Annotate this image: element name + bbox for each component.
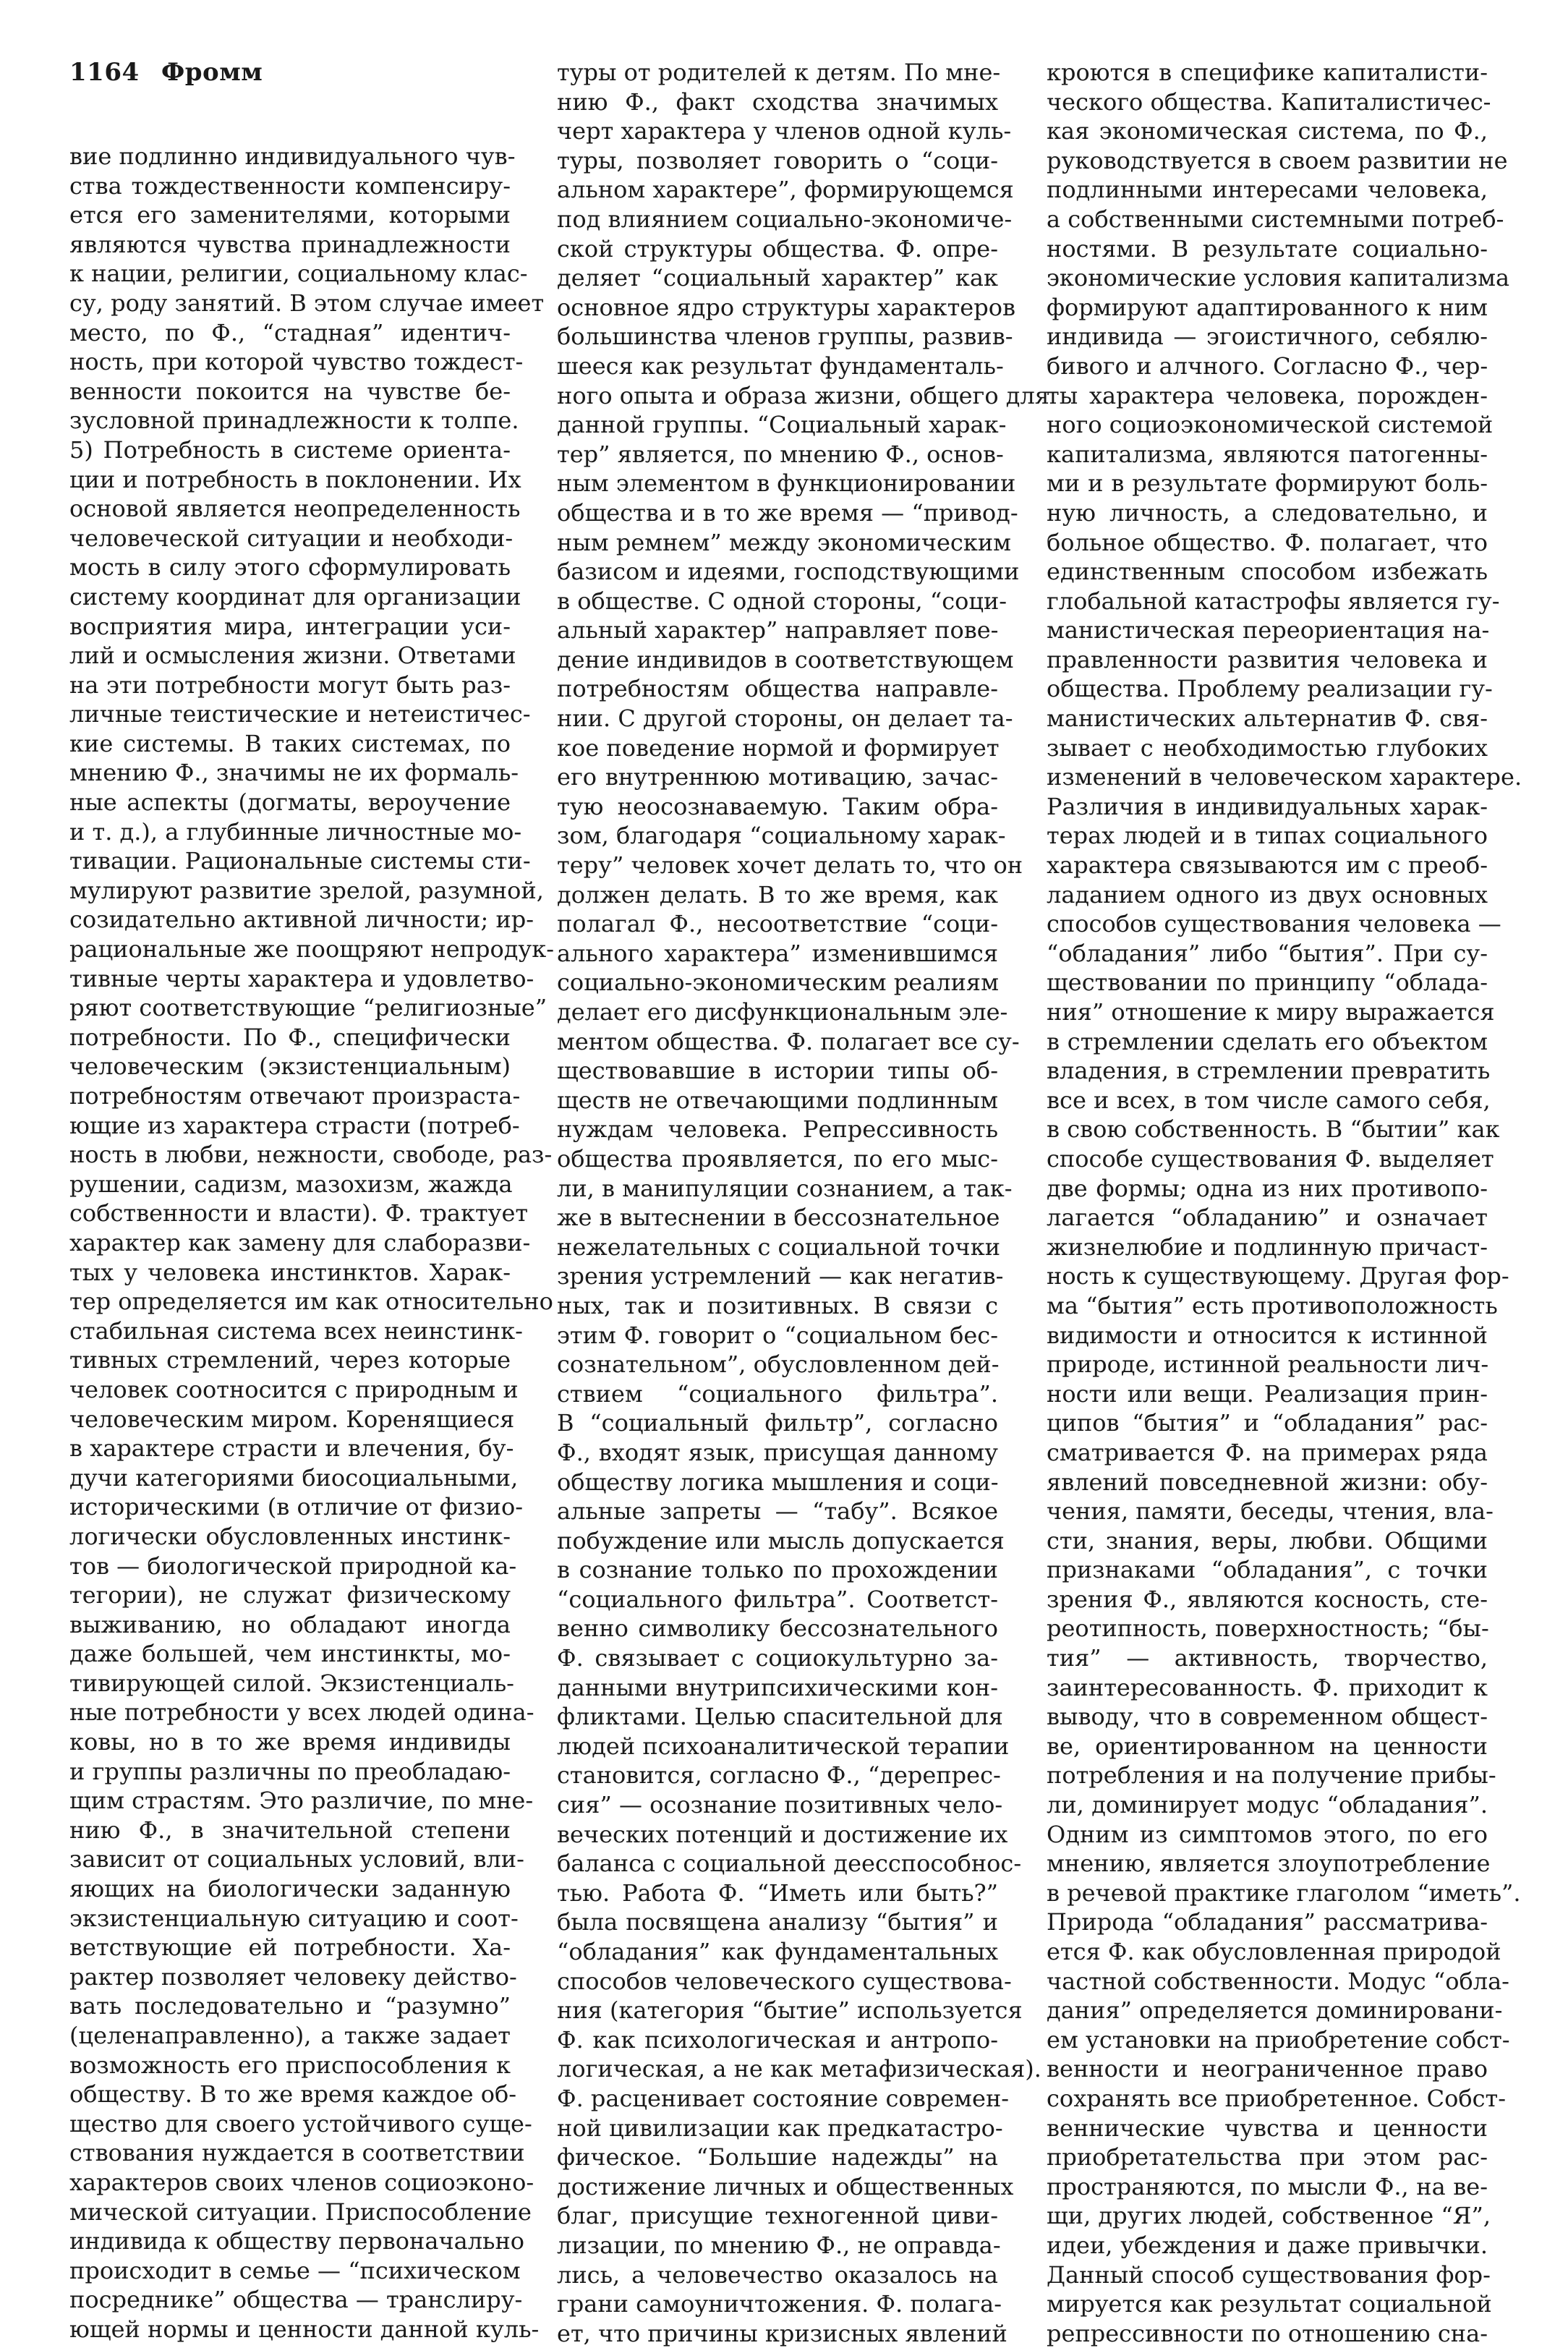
text-line: ется его заменителями, которыми [69, 201, 511, 229]
text-line: достижение личных и общественных [557, 2172, 1014, 2200]
text-line: нуждам человека. Репрессивность [557, 1115, 998, 1144]
text-line: зрения Ф., являются косность, сте- [1047, 1585, 1488, 1613]
text-line: экономические условия капитализма [1047, 264, 1510, 292]
text-line: потребности. По Ф., специфически [69, 1023, 511, 1051]
text-line: ного опыта и образа жизни, общего для [557, 381, 1049, 409]
text-line: ным ремнем” между экономическим [557, 528, 1012, 556]
text-line: изменений в человеческом характере. [1047, 763, 1522, 791]
text-line: (целенаправленно), а также задает [69, 2022, 511, 2049]
text-line: Одним из симптомов этого, по его [1047, 1820, 1488, 1848]
text-line: рактер позволяет человеку действо- [69, 1962, 517, 1991]
text-line: щество для своего устойчивого суще- [69, 2109, 532, 2138]
text-line: тер” является, по мнению Ф., основ- [557, 440, 1004, 468]
text-line: происходит в семье — “психическом [69, 2256, 521, 2284]
text-line: способов человеческого существова- [557, 1967, 1012, 1995]
text-line: фликтами. Целью спасительной для [557, 1703, 1003, 1731]
text-line: тия” — активность, творчество, [1047, 1644, 1488, 1672]
text-line: идеи, убеждения и даже привычки. [1047, 2231, 1488, 2259]
text-line: ной цивилизации как предкатастро- [557, 2114, 1003, 2142]
text-line: Различия в индивидуальных харак- [1047, 792, 1488, 820]
text-line: шееся как результат фундаменталь- [557, 352, 1004, 380]
text-line: Ф. расценивает состояние современ- [557, 2084, 1010, 2112]
text-line: кроются в специфике капиталисти- [1047, 59, 1488, 86]
text-line: стабильная система всех неинстинк- [69, 1317, 523, 1345]
text-line: ладанием одного из двух основных [1047, 880, 1488, 909]
text-line: руководствуется в своем развитии не [1047, 146, 1508, 174]
text-line: щи, других людей, собственное “Я”, [1047, 2202, 1491, 2230]
text-line: логически обусловленных инстинк- [69, 1522, 511, 1550]
text-line: экзистенциальную ситуацию и соот- [69, 1904, 519, 1932]
text-line: ве, ориентированном на ценности [1047, 1732, 1488, 1760]
text-line: природе, истинной реальности лич- [1047, 1350, 1489, 1379]
text-line: ного социоэкономической системой [1047, 411, 1494, 439]
text-line: даже большей, чем инстинкты, мо- [69, 1640, 511, 1668]
text-line: ментом общества. Ф. полагает все су- [557, 1027, 1020, 1055]
text-line: побуждение или мысль допускается [557, 1526, 1005, 1554]
text-line: теру” человек хочет делать то, что он [557, 851, 1023, 880]
text-line: “обладания” либо “бытия”. При су- [1047, 939, 1488, 967]
text-line: рушении, садизм, мазохизм, жажда [69, 1170, 513, 1198]
text-line: в стремлении сделать его объектом [1047, 1027, 1488, 1055]
text-line: ную личность, а следовательно, и [1047, 498, 1488, 527]
text-line: сия” — осознание позитивных чело- [557, 1791, 1003, 1819]
text-line: ность, при которой чувство тождест- [69, 348, 524, 376]
text-line: вие подлинно индивидуального чув- [69, 143, 516, 170]
text-line: потребностям отвечают произраста- [69, 1082, 521, 1110]
text-line: ность в любви, нежности, свободе, раз- [69, 1141, 553, 1169]
text-line: туры от родителей к детям. По мне- [557, 59, 1001, 86]
text-line: его внутреннюю мотивацию, зачас- [557, 763, 998, 791]
text-line: ется Ф. как обусловленная природой [1047, 1938, 1501, 1965]
text-line: должен делать. В то же время, как [557, 880, 998, 909]
text-line: нию Ф., в значительной степени [69, 1816, 511, 1844]
text-line: а собственными системными потреб- [1047, 205, 1504, 233]
text-line: мической ситуации. Приспособление [69, 2198, 532, 2226]
text-line: индивида к обществу первоначально [69, 2227, 525, 2255]
text-line: становится, согласно Ф., “дерепрес- [557, 1761, 1001, 1790]
text-line: ем установки на приобретение собст- [1047, 2025, 1510, 2054]
text-line: в обществе. С одной стороны, “соци- [557, 587, 1007, 615]
text-line: лизации, по мнению Ф., не оправда- [557, 2231, 1001, 2259]
text-line: альном характере”, формирующемся [557, 176, 1014, 204]
text-line: же в вытеснении в бессознательное [557, 1204, 1000, 1232]
text-line: возможность его приспособления к [69, 2051, 511, 2079]
text-line: нию Ф., факт сходства значимых [557, 88, 998, 116]
text-line: венно символику бессознательного [557, 1615, 998, 1643]
text-line: ветствующие ей потребности. Ха- [69, 1934, 511, 1962]
text-line: приобретательства при этом рас- [1047, 2143, 1488, 2172]
text-line: данной группы. “Социальный харак- [557, 411, 1007, 439]
text-line: ческого общества. Капиталистичес- [1047, 88, 1491, 116]
text-line: реотипность, поверхностность; “бы- [1047, 1615, 1489, 1643]
text-line: ального характера” изменившимся [557, 939, 998, 967]
text-line: выводу, что в современном общест- [1047, 1703, 1488, 1731]
text-line: тивные черты характера и удовлетво- [69, 964, 534, 992]
text-line: на эти потребности могут быть раз- [69, 671, 511, 699]
text-line: личные теистические и нетеистичес- [69, 700, 531, 728]
text-line: капитализма, являются патогенны- [1047, 440, 1488, 468]
text-line: восприятия мира, интеграции уси- [69, 612, 511, 640]
page-header [69, 58, 263, 87]
text-line: Ф. как психологическая и антропо- [557, 2025, 998, 2054]
text-line: правленности развития человека и [1047, 645, 1488, 673]
text-line: су, роду занятий. В этом случае имеет [69, 289, 545, 317]
text-line: “социального фильтра”. Соответст- [557, 1585, 998, 1613]
text-line: владения, в стремлении превратить [1047, 1057, 1491, 1085]
text-column-2 [557, 58, 1049, 2347]
text-line: потребностям общества направле- [557, 675, 998, 703]
text-line: мнению Ф., значимы не их формаль- [69, 759, 519, 787]
text-line: вать последовательно и “разумно” [69, 1992, 511, 2020]
text-line: ли, доминирует модус “обладания”. [1047, 1791, 1488, 1819]
text-line: баланса с социальной деесспособнос- [557, 1850, 1022, 1878]
text-line: этим Ф. говорит о “социальном бес- [557, 1321, 998, 1349]
text-line: кая экономическая система, по Ф., [1047, 117, 1488, 145]
text-line: тых у человека инстинктов. Харак- [69, 1258, 511, 1286]
text-line: собственности и власти). Ф. трактует [69, 1199, 529, 1228]
text-line: ет, что причины кризисных явлений [557, 2319, 1007, 2347]
text-line: все и всех, в том числе самого себя, [1047, 1086, 1491, 1114]
text-line: данными внутрипсихическими кон- [557, 1673, 998, 1701]
text-line: ципов “бытия” и “обладания” рас- [1047, 1409, 1488, 1437]
text-line: ряют соответствующие “религиозные” [69, 994, 547, 1022]
text-line: ющие из характера страсти (потреб- [69, 1111, 520, 1139]
text-line: ми и в результате формируют боль- [1047, 469, 1488, 498]
text-line: нии. С другой стороны, он делает та- [557, 705, 1013, 733]
text-line: видимости и относится к истинной [1047, 1321, 1488, 1349]
text-line: явлений повседневной жизни: обу- [1047, 1468, 1488, 1496]
text-line: мнению, является злоупотребление [1047, 1850, 1491, 1878]
text-line: черт характера у членов одной куль- [557, 117, 1012, 145]
text-line: альный характер” направляет пове- [557, 616, 999, 645]
text-line: тер определяется им как относительно [69, 1288, 553, 1316]
text-line: в характере страсти и влечения, бу- [69, 1434, 514, 1463]
text-line: посреднике” общества — транслиру- [69, 2286, 523, 2314]
text-line: ным элементом в функционировании [557, 469, 1016, 498]
text-line: ма “бытия” есть противоположность [1047, 1291, 1498, 1319]
text-line: больное общество. Ф. полагает, что [1047, 528, 1488, 556]
text-line: общества. Проблему реализации гу- [1047, 675, 1493, 703]
text-line: систему координат для организации [69, 582, 521, 611]
text-line: характеров своих членов социоэконо- [69, 2168, 534, 2196]
text-line: лагается “обладанию” и означает [1047, 1204, 1488, 1232]
text-line: чения, памяти, беседы, чтения, вла- [1047, 1497, 1494, 1526]
text-line: дания” определяется доминировани- [1047, 1996, 1503, 2025]
text-line: базисом и идеями, господствующими [557, 558, 1020, 586]
text-line: тую неосознаваемую. Таким обра- [557, 792, 998, 820]
text-line: ковы, но в то же время индивиды [69, 1728, 511, 1756]
text-line: Природа “обладания” рассматрива- [1047, 1908, 1488, 1936]
text-line: ющей нормы и ценности данной куль- [69, 2315, 540, 2343]
text-line: ные аспекты (догматы, вероучение [69, 788, 511, 817]
text-line: 5) Потребность в системе ориента- [69, 435, 511, 464]
text-line: под влиянием социально-экономиче- [557, 205, 1013, 233]
text-line: ществовании по принципу “облада- [1047, 969, 1488, 997]
text-line: ществ не отвечающими подлинным [557, 1086, 998, 1114]
text-line: альные запреты — “табу”. Всякое [557, 1497, 998, 1526]
text-line: зрения устремлений — как негатив- [557, 1262, 1004, 1290]
text-line: в речевой практике глаголом “иметь”. [1047, 1879, 1521, 1907]
text-line: ностями. В результате социально- [1047, 234, 1488, 263]
text-line: жизнелюбие и подлинную причаст- [1047, 1233, 1488, 1261]
text-line: социально-экономическим реалиям [557, 969, 999, 997]
text-line: зусловной принадлежности к толпе. [69, 407, 519, 435]
text-line: грани самоуничтожения. Ф. полага- [557, 2290, 1002, 2318]
text-line: тивации. Рациональные системы сти- [69, 847, 531, 875]
text-line: людей психоаналитической терапии [557, 1732, 1010, 1760]
text-line: зависит от социальных условий, вли- [69, 1845, 524, 1873]
text-line: ществовавшие в истории типы об- [557, 1057, 998, 1085]
text-line: тов — биологической природной ка- [69, 1552, 517, 1580]
text-line: ли, в манипуляции сознанием, а так- [557, 1174, 1013, 1202]
text-line: характера связываются им с преоб- [1047, 851, 1488, 880]
text-line: место, по Ф., “стадная” идентич- [69, 318, 511, 346]
text-line: кое поведение нормой и формирует [557, 733, 1000, 762]
text-line: логическая, а не как метафизическая). [557, 2055, 1041, 2083]
text-line: мость в силу этого сформулировать [69, 553, 511, 582]
text-line: ния (категория “бытие” используется [557, 1996, 1023, 2025]
text-line: полагал Ф., несоответствие “соци- [557, 910, 998, 938]
text-line: манистическая переориентация на- [1047, 616, 1490, 645]
text-line: тивирующей силой. Экзистенциаль- [69, 1669, 514, 1697]
text-line: и т. д.), а глубинные личностные мо- [69, 817, 522, 846]
text-line: рациональные же поощряют непродук- [69, 935, 555, 964]
text-line: делает его дисфункциональным эле- [557, 998, 1008, 1026]
text-line: благ, присущие техногенной циви- [557, 2202, 998, 2230]
text-line: обществу. В то же время каждое об- [69, 2080, 517, 2109]
text-line: человеческим (экзистенциальным) [69, 1052, 511, 1081]
text-line: ства тождественности компенсиру- [69, 171, 511, 200]
text-line: две формы; одна из них противопо- [1047, 1174, 1488, 1202]
text-line: ности или вещи. Реализация прин- [1047, 1379, 1488, 1408]
text-line: созидательно активной личности; ир- [69, 906, 534, 934]
text-line: подлинными интересами человека, [1047, 176, 1488, 204]
text-line: кие системы. В таких системах, по [69, 729, 511, 757]
text-line: репрессивности по отношению сна- [1047, 2319, 1488, 2347]
text-line: бивого и алчного. Согласно Ф., чер- [1047, 352, 1488, 380]
text-line: фическое. “Большие надежды” на [557, 2143, 998, 2172]
text-line: человеческим миром. Коренящиеся [69, 1405, 515, 1433]
text-column-1 [69, 142, 555, 2343]
text-line: пространяются, по мысли Ф., на ве- [1047, 2172, 1488, 2200]
text-line: веннические чувства и ценности [1047, 2114, 1488, 2142]
text-line: сознательном”, обусловленном дей- [557, 1350, 1000, 1379]
text-line: сматривается Ф. на примерах ряда [1047, 1438, 1488, 1466]
text-line: ты характера человека, порожден- [1047, 381, 1488, 409]
text-line: в сознание только по прохождении [557, 1556, 998, 1584]
text-line: характер как замену для слаборазви- [69, 1228, 531, 1256]
text-line: формируют адаптированного к ним [1047, 293, 1488, 321]
text-line: веческих потенций и достижение их [557, 1820, 1008, 1848]
text-line: тивных стремлений, через которые [69, 1346, 511, 1374]
text-line: нежелательных с социальной точки [557, 1233, 1001, 1261]
text-line: признаками “обладания”, с точки [1047, 1556, 1488, 1584]
text-line: общества и в то же время — “привод- [557, 498, 1018, 527]
text-line: и группы различны по преобладаю- [69, 1757, 511, 1785]
text-line: обществу логика мышления и соци- [557, 1468, 999, 1496]
text-line: лись, а человечество оказалось на [557, 2260, 998, 2289]
running-title: Фромм [161, 58, 263, 87]
text-line: частной собственности. Модус “обла- [1047, 1967, 1509, 1995]
text-line: единственным способом избежать [1047, 558, 1488, 586]
text-line: лий и осмысления жизни. Ответами [69, 642, 516, 670]
text-line: “обладания” как фундаментальных [557, 1938, 998, 1965]
text-line: манистических альтернатив Ф. свя- [1047, 705, 1488, 733]
text-line: ность к существующему. Другая фор- [1047, 1262, 1509, 1290]
text-line: ствием “социального фильтра”. [557, 1379, 998, 1408]
text-line: к нации, религии, социальному клас- [69, 260, 528, 288]
text-line: основное ядро структуры характеров [557, 293, 1015, 321]
text-line: историческими (в отличие от физио- [69, 1493, 524, 1521]
text-line: деляет “социальный характер” как [557, 264, 998, 292]
text-line: сти, знания, веры, любви. Общими [1047, 1526, 1488, 1554]
text-line: глобальной катастрофы является гу- [1047, 587, 1500, 615]
text-line: яющих на биологически заданную [69, 1875, 511, 1903]
text-line: ствования нуждается в соответствии [69, 2139, 525, 2167]
text-line: являются чувства принадлежности [69, 230, 511, 258]
text-line: ных, так и позитивных. В связи с [557, 1291, 998, 1319]
text-line: дучи категориями биосоциальными, [69, 1463, 519, 1492]
text-line: Ф., входят язык, присущая данному [557, 1438, 998, 1466]
text-line: индивида — эгоистичного, себялю- [1047, 323, 1488, 351]
text-line: человеческой ситуации и необходи- [69, 524, 514, 552]
text-line: способов существования человека — [1047, 910, 1501, 938]
text-line: венности покоится на чувстве бе- [69, 377, 511, 405]
text-line: общества проявляется, по его мыс- [557, 1144, 998, 1173]
page-number: 1164 [69, 58, 140, 87]
text-line: зывает с необходимостью глубоких [1047, 733, 1488, 762]
text-line: ные потребности у всех людей одина- [69, 1698, 534, 1727]
text-line: тегории), не служат физическому [69, 1581, 511, 1609]
text-line: мулируют развитие зрелой, разумной, [69, 876, 544, 904]
text-line: человек соотносится с природным и [69, 1375, 519, 1403]
text-line: тью. Работа Ф. “Иметь или быть?” [557, 1879, 998, 1907]
text-column-3 [1047, 58, 1522, 2347]
text-line: ской структуры общества. Ф. опре- [557, 234, 998, 263]
text-line: В “социальный фильтр”, согласно [557, 1409, 998, 1437]
text-line: туры, позволяет говорить о “соци- [557, 146, 998, 174]
text-line: Ф. связывает с социокультурно за- [557, 1644, 998, 1672]
text-line: сохранять все приобретенное. Собст- [1047, 2084, 1507, 2112]
text-line: в свою собственность. В “бытии” как [1047, 1115, 1500, 1144]
text-line: способе существования Ф. выделяет [1047, 1144, 1494, 1173]
text-line: терах людей и в типах социального [1047, 822, 1488, 850]
text-line: мируется как результат социальной [1047, 2290, 1492, 2318]
text-line: была посвящена анализу “бытия” и [557, 1908, 998, 1936]
text-line: зом, благодаря “социальному харак- [557, 822, 1006, 850]
text-line: ции и потребность в поклонении. Их [69, 465, 521, 493]
text-line: дение индивидов в соответствующем [557, 645, 1014, 673]
text-line: щим страстям. Это различие, по мне- [69, 1787, 534, 1815]
text-line: выживанию, но обладают иногда [69, 1610, 511, 1638]
text-line: большинства членов группы, развив- [557, 323, 1013, 351]
text-line: венности и неограниченное право [1047, 2055, 1488, 2083]
text-line: потребления и на получение прибы- [1047, 1761, 1496, 1790]
text-line: ния” отношение к миру выражается [1047, 998, 1495, 1026]
text-line: основой является неопределенность [69, 495, 521, 523]
text-line: Данный способ существования фор- [1047, 2260, 1491, 2289]
text-line: заинтересованность. Ф. приходит к [1047, 1673, 1488, 1701]
